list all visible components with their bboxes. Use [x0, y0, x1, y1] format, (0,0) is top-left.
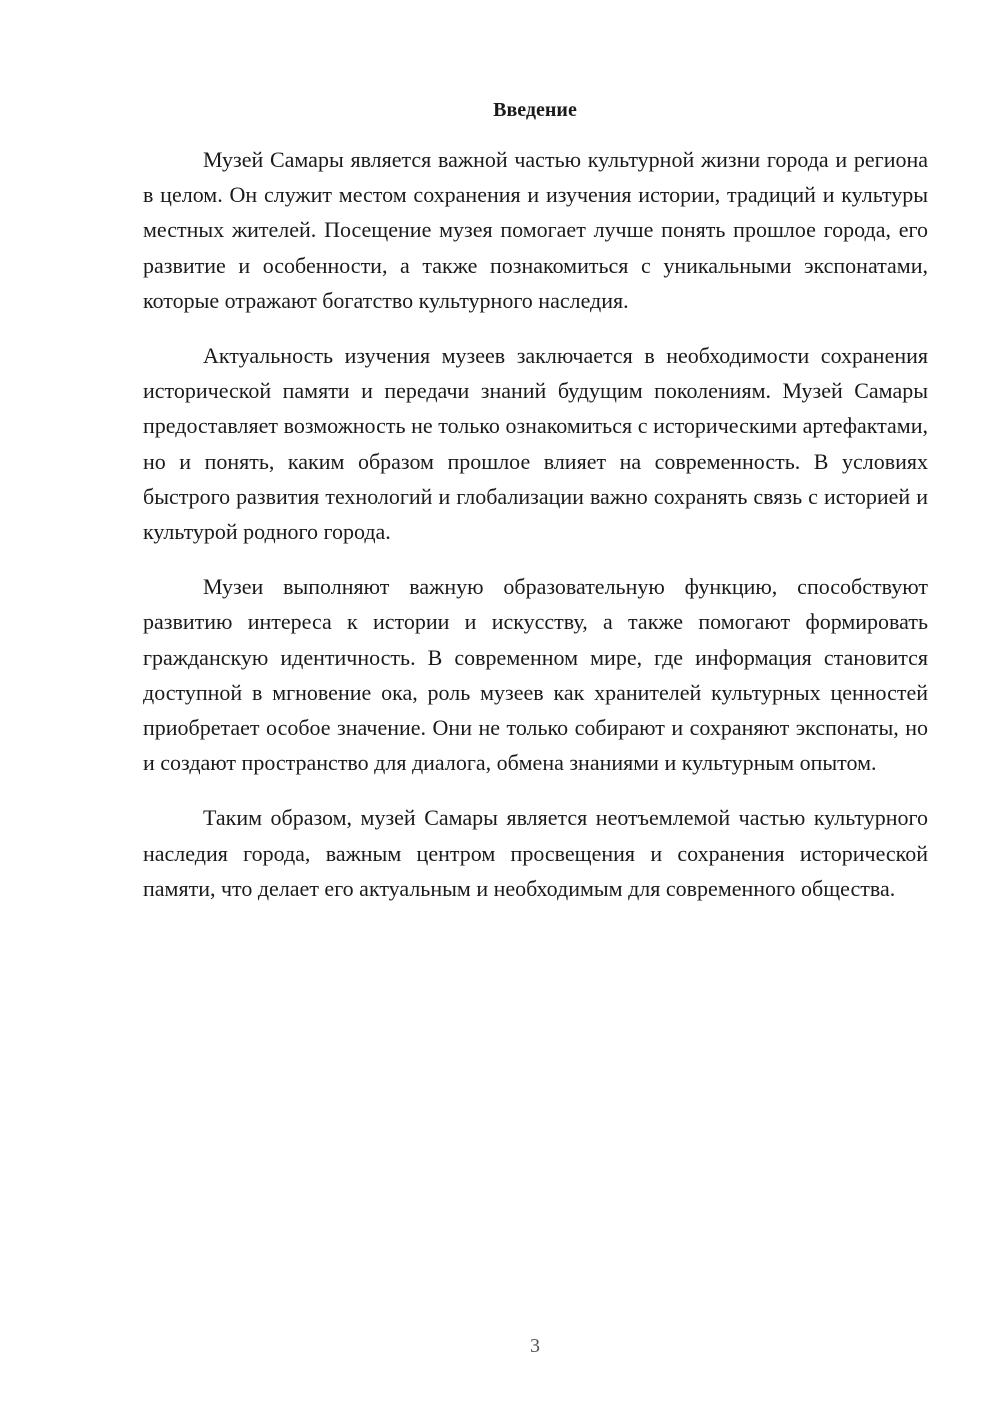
- paragraph-education: Музеи выполняют важную образовательную функцию, способствуют развитию интереса к истории и искусству, а также помогают формировать гражданскую идентичность. В современном мире, где информация становится доступной в мгновение ока, роль музеев как хранителей культурных ценностей приобретает особое значение. Они не только собирают и сохраняют экспонаты, но и создают пространство для диалога, обмена знаниями и культурным опытом.: [143, 574, 928, 776]
- paragraph-intro: Музей Самары является важной частью культурной жизни города и региона в целом. Он служит местом сохранения и изучения истории, традиций и культуры местных жителей. Посещение музея помогает лучше понять прошлое города, его развитие и особенности, а также познакомиться с уникальными экспонатами, которые отражают богатство культурного наследия.: [143, 147, 928, 313]
- paragraph-relevance: Актуальность изучения музеев заключается в необходимости сохранения исторической памяти и передачи знаний будущим поколениям. Музей Самары предоставляет возможность не только ознакомиться с историческими артефактами, но и понять, каким образом прошлое влияет на современность. В условиях быстрого развития технологий и глобализации важно сохранять связь с историей и культурой родного города.: [143, 343, 928, 545]
- page-number: 3: [530, 1335, 540, 1357]
- paragraph-conclusion: Таким образом, музей Самары является неотъемлемой частью культурного наследия города, важным центром просвещения и сохранения исторической памяти, что делает его актуальным и необходимым для современного общества.: [143, 805, 928, 901]
- page-title: Введение: [493, 99, 577, 121]
- document-body: [143, 142, 928, 926]
